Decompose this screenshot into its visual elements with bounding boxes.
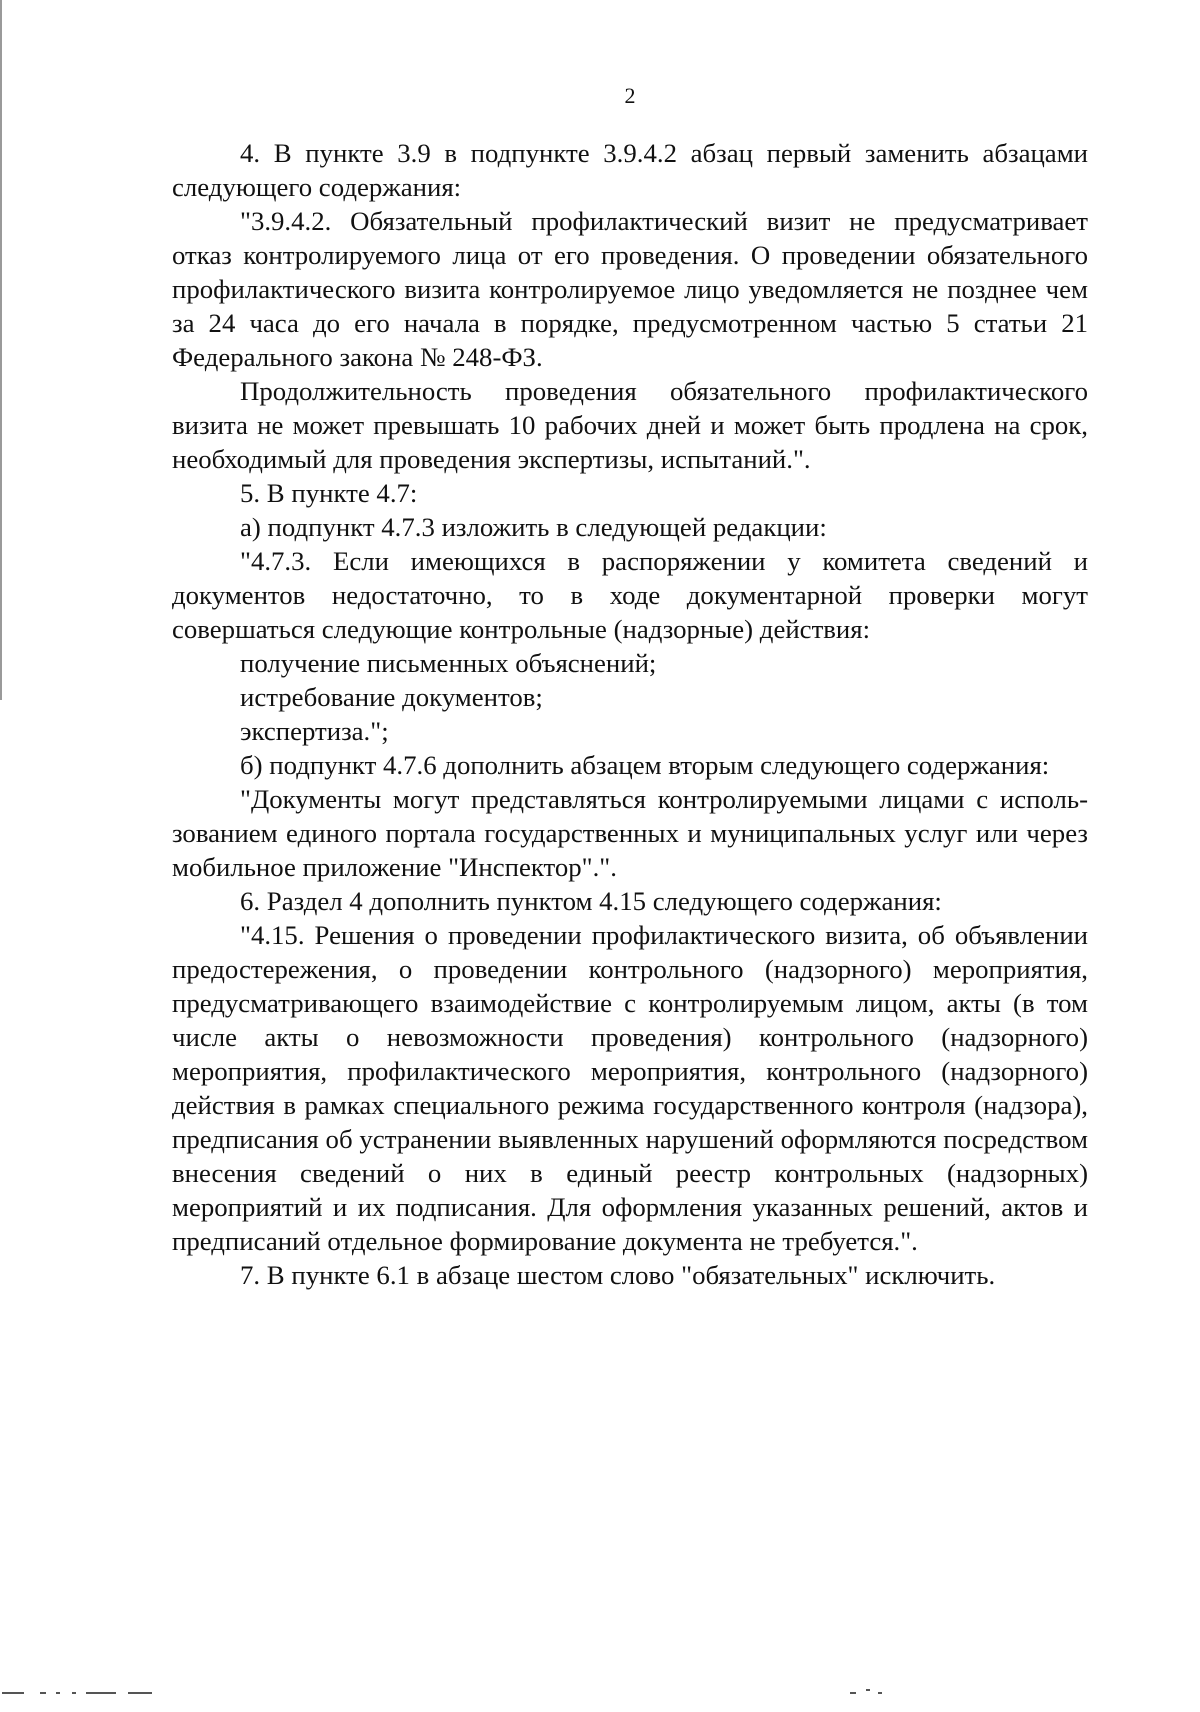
scan-speck	[878, 1692, 882, 1694]
paragraph-list-item-expertise: экспертиза.";	[240, 716, 389, 746]
paragraph-quoted-3-9-4-2: "3.9.4.2. Обязательный профилактический визит не предусматривает отказ контролируемого лица от его проведения. О проведении обязательного профилактического визита контролируемое лицо уведомляется не позднее чем за 24 часа до его начала в порядке, предусмотренном частью 5 статьи 21 Федерального закона № 248-ФЗ.	[172, 206, 1088, 372]
scan-noise	[0, 1686, 1200, 1706]
paragraph-item-5a: а) подпункт 4.7.3 изложить в следующей редакции:	[240, 512, 827, 542]
scan-speck	[128, 1692, 152, 1694]
paragraph-quoted-documents: "Документы могут представляться контролируемыми лицами с исполь-зованием единого портала государственных и муниципальных услуг или через мобильное приложение "Инспектор".".	[172, 784, 1088, 882]
scan-speck	[86, 1692, 116, 1694]
document-body	[172, 136, 1088, 1292]
scan-speck	[850, 1692, 856, 1694]
paragraph-visit-duration: Продолжительность проведения обязательного профилактического визита не может превышать 10 рабочих дней и может быть продлена на срок, необходимый для проведения экспертизы, испытаний.".	[172, 376, 1088, 474]
paragraph-list-item-documents: истребование документов;	[240, 682, 543, 712]
paragraph-item-4: 4. В пункте 3.9 в подпункте 3.9.4.2 абзац первый заменить абзацами следующего содержания:	[172, 138, 1088, 202]
scan-speck	[56, 1692, 60, 1694]
paragraph-item-7: 7. В пункте 6.1 в абзаце шестом слово "обязательных" исключить.	[240, 1260, 996, 1290]
paragraph-quoted-4-15: "4.15. Решения о проведении профилактического визита, об объявлении предостережения, о проведении контрольного (надзорного) мероприятия, предусматривающего взаимодействие с контролируемым лицом, акты (в том числе акты о невозможности проведения) контрольного (надзорного) мероприятия, профилактического мероприятия, контрольного (надзорного) действия в рамках специального режима государственного контроля (надзора), предписания об устранении выявленных нарушений оформляются посредством внесения сведений о них в единый реестр контрольных (надзорных) мероприятий и их подписания. Для оформления указанных решений, актов и предписаний отдельное формирование документа не требуется.".	[172, 920, 1088, 1256]
scan-speck	[72, 1692, 76, 1694]
paragraph-item-6: 6. Раздел 4 дополнить пунктом 4.15 следующего содержания:	[240, 886, 942, 916]
paragraph-item-5b: б) подпункт 4.7.6 дополнить абзацем вторым следующего содержания:	[240, 750, 1050, 780]
paragraph-item-5: 5. В пункте 4.7:	[240, 478, 418, 508]
scan-speck	[40, 1692, 46, 1694]
page-number: 2	[624, 83, 636, 108]
scan-speck	[2, 1692, 24, 1694]
paragraph-quoted-4-7-3: "4.7.3. Если имеющихся в распоряжении у комитета сведений и документов недостаточно, то в ходе документарной проверки могут совершаться следующие контрольные (надзорные) действия:	[172, 546, 1088, 644]
scan-speck	[866, 1689, 870, 1691]
paragraph-list-item-explanations: получение письменных объяснений;	[240, 648, 657, 678]
